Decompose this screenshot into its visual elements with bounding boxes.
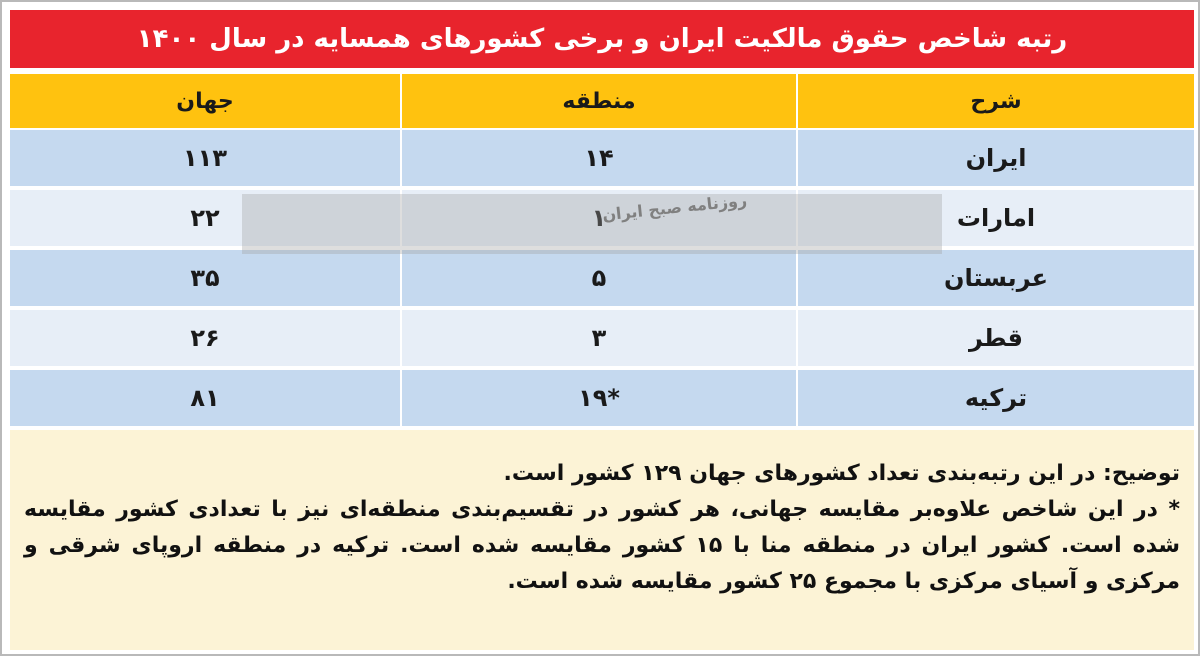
region-rank-cell: ۱۴ [400, 130, 796, 186]
country-cell: ایران [796, 130, 1194, 186]
table-body [10, 130, 1194, 430]
world-rank-cell: ۱۱۳ [10, 130, 400, 186]
country-cell: ترکیه [796, 370, 1194, 426]
world-rank-cell: ۸۱ [10, 370, 400, 426]
country-cell: امارات [796, 190, 1194, 246]
world-rank-cell: ۳۵ [10, 250, 400, 306]
explanation-note [10, 430, 1194, 650]
region-rank-cell: ۱ [400, 190, 796, 246]
country-cell: عربستان [796, 250, 1194, 306]
region-rank-cell: ۵ [400, 250, 796, 306]
table-row [10, 130, 1194, 186]
watermark-publication: روزنامه صبح ایران [601, 190, 748, 225]
header-desc: شرح [796, 74, 1194, 128]
table-header-row [10, 74, 1194, 128]
note-line-2: * در این شاخص علاوه‌بر مقایسه جهانی، هر کشور در تقسیم‌بندی منطقه‌ای نیز با تعدادی کشور مقایسه شده است. کشور ایران در منطقه منا با ۱۵ کشور مقایسه شده است. ترکیه در منطقه اروپای شرقی و مرکزی و آسیای مرکزی با مجموع ۲۵ کشور مقایسه شده است. [24, 497, 1180, 594]
watermark-band [242, 194, 942, 254]
header-world: جهان [10, 74, 400, 128]
world-rank-cell: ۲۶ [10, 310, 400, 366]
note-line-1: توضیح: در این رتبه‌بندی تعداد کشورهای جهان ۱۲۹ کشور است. [503, 461, 1180, 486]
table-row [10, 310, 1194, 366]
region-rank-cell: ۳ [400, 310, 796, 366]
header-region: منطقه [400, 74, 796, 128]
region-rank-cell: *۱۹ [400, 370, 796, 426]
table-title: رتبه شاخص حقوق مالکیت ایران و برخی کشورهای همسایه در سال ۱۴۰۰ [10, 10, 1194, 68]
world-rank-cell: ۲۲ [10, 190, 400, 246]
table-row [10, 370, 1194, 426]
table-row [10, 250, 1194, 306]
country-cell: قطر [796, 310, 1194, 366]
